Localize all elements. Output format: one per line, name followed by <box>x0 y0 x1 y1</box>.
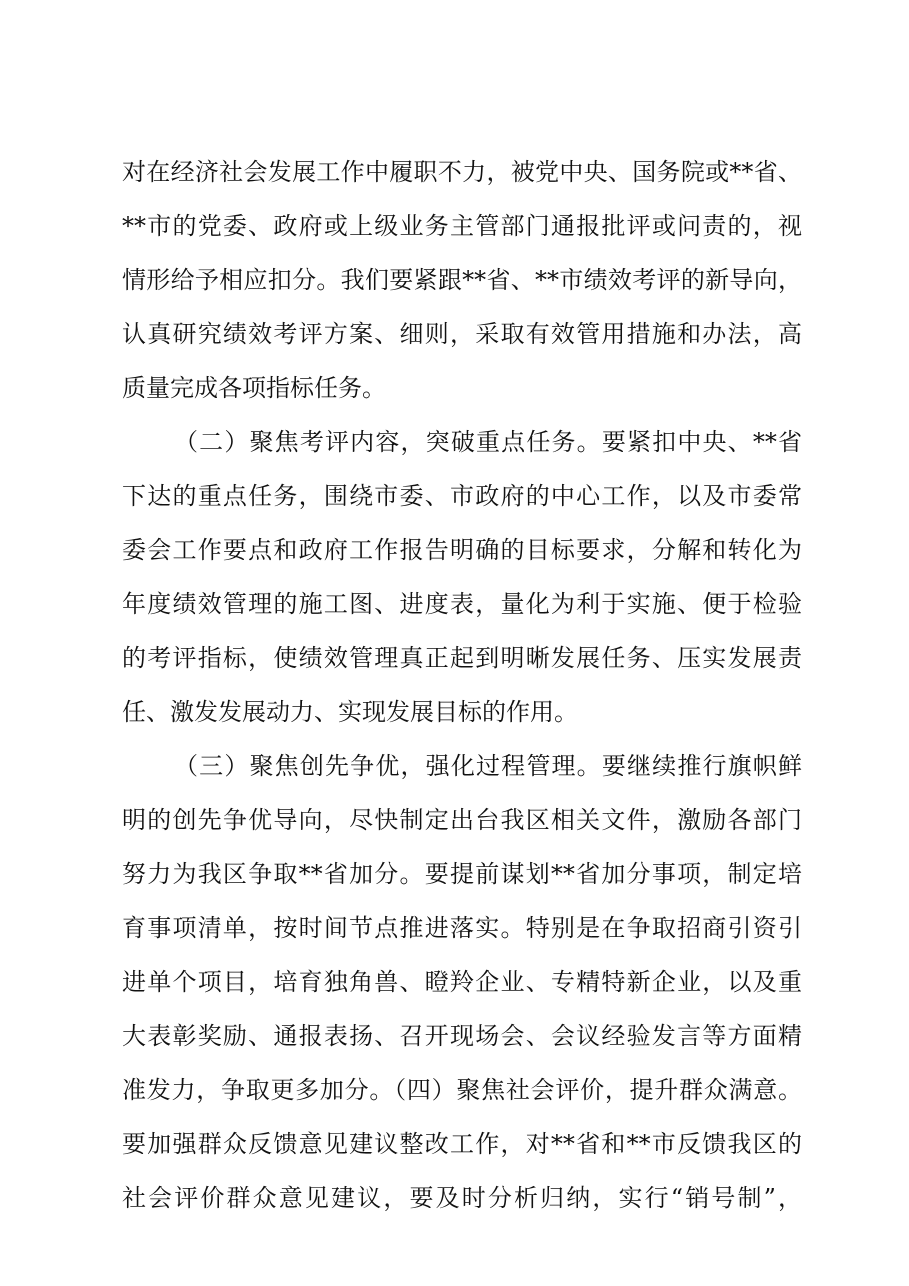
text-line: 年度绩效管理的施工图、进度表，量化为利于实施、便于检验 <box>122 590 802 618</box>
text-line: 质量完成各项指标任务。 <box>122 374 386 402</box>
paragraph-heading-line: （二）聚焦考评内容，突破重点任务。要紧扣中央、**省 <box>174 428 802 456</box>
document-body <box>122 152 802 1232</box>
text-line: 认真研究绩效考评方案、细则，采取有效管用措施和办法，高 <box>122 320 802 348</box>
text-line: 对在经济社会发展工作中履职不力，被党中央、国务院或**省、 <box>122 158 802 186</box>
text-line: 努力为我区争取**省加分。要提前谋划**省加分事项，制定培 <box>122 860 802 888</box>
text-line: 社会评价群众意见建议，要及时分析归纳，实行“销号制”， <box>122 1184 802 1212</box>
text-line: 情形给予相应扣分。我们要紧跟**省、**市绩效考评的新导向， <box>122 266 802 294</box>
text-line: **市的党委、政府或上级业务主管部门通报批评或问责的，视 <box>122 212 802 240</box>
text-line: 育事项清单，按时间节点推进落实。特别是在争取招商引资引 <box>122 914 802 942</box>
text-line: 要加强群众反馈意见建议整改工作，对**省和**市反馈我区的 <box>122 1130 802 1158</box>
text-line: 任、激发发展动力、实现发展目标的作用。 <box>122 698 578 726</box>
text-line: 下达的重点任务，围绕市委、市政府的中心工作，以及市委常 <box>122 482 802 510</box>
paragraph-heading-line: （三）聚焦创先争优，强化过程管理。要继续推行旗帜鲜 <box>174 752 802 780</box>
text-line: 的考评指标，使绩效管理真正起到明晰发展任务、压实发展责 <box>122 644 802 672</box>
text-line: 准发力，争取更多加分。（四）聚焦社会评价，提升群众满意。 <box>122 1076 802 1104</box>
text-line: 委会工作要点和政府工作报告明确的目标要求，分解和转化为 <box>122 536 802 564</box>
text-line: 大表彰奖励、通报表扬、召开现场会、会议经验发言等方面精 <box>122 1022 802 1050</box>
text-line: 明的创先争优导向，尽快制定出台我区相关文件，激励各部门 <box>122 806 802 834</box>
text-line: 进单个项目，培育独角兽、瞪羚企业、专精特新企业，以及重 <box>122 968 802 996</box>
